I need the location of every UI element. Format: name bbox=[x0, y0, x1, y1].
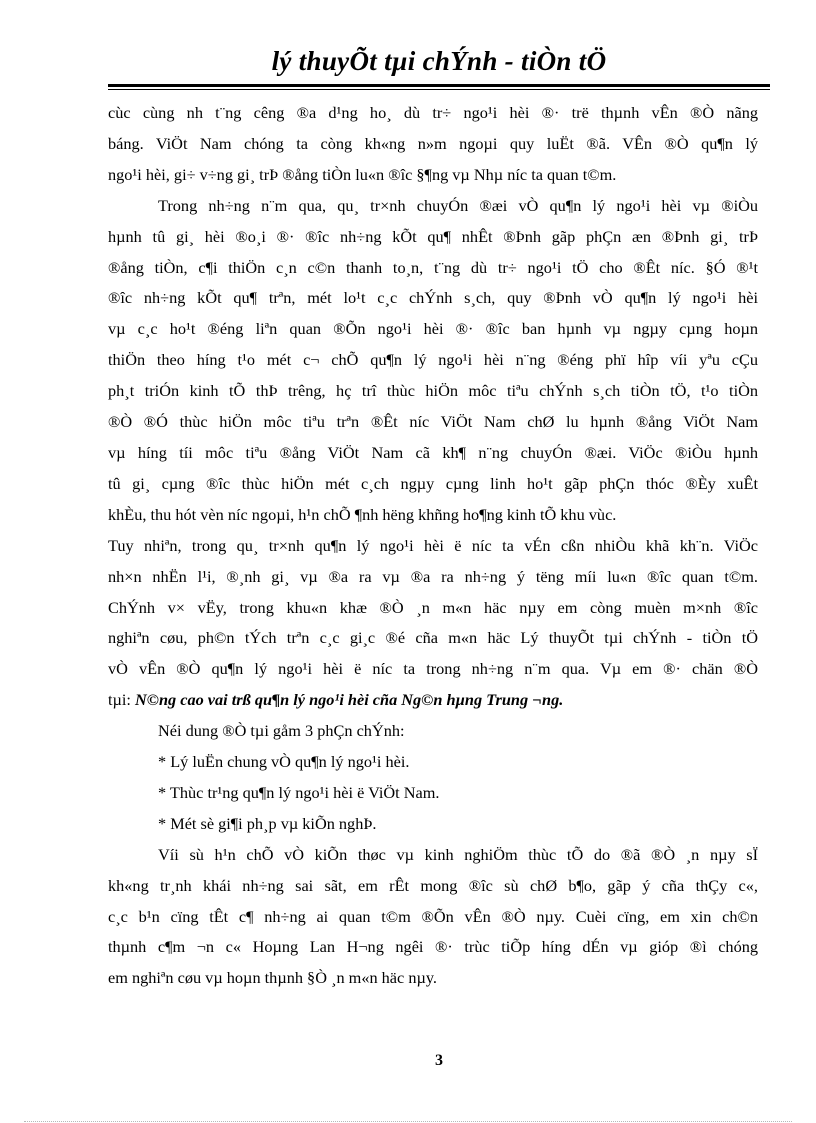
text-line: em nghiªn cøu vµ hoµn thµnh §Ò ¸n m«n häc nµy. bbox=[108, 968, 438, 988]
text-line: hµnh tû gi¸ hèi ®o¸i ®· ®îc nh÷ng kÕt qu¶ nhÊt ®Þnh gãp phÇn æn ®Þnh gi¸ trÞ bbox=[108, 226, 758, 246]
text-line: ®Ò ®Ó thùc hiÖn môc tiªu trªn ®Êt níc ViÖt Nam chØ lu hµnh ®ång ViÖt Nam bbox=[108, 412, 758, 432]
running-header: lý thuyÕt tµi chÝnh - tiÒn tÖ bbox=[271, 46, 607, 76]
text-line: báng. ViÖt Nam chóng ta còng kh«ng n»m ngoµi quy luËt ®ã. VÊn ®Ò qu¶n lý bbox=[108, 133, 758, 153]
topic-title: N©ng cao vai trß qu¶n lý ngo¹i hèi cña Ng©n hµng Trung ¬ng. bbox=[135, 690, 564, 710]
text-line: c¸c b¹n cïng tÊt c¶ nh÷ng ai quan t©m ®Õn vÊn ®Ò nµy. Cuèi cïng, em xin ch©n bbox=[108, 906, 758, 926]
topic-label: tµi: bbox=[108, 690, 136, 710]
text-line: kh«ng tr¸nh khái nh÷ng sai sãt, em rÊt mong ®îc sù chØ b¶o, gãp ý cña thÇy c«, bbox=[108, 875, 758, 895]
text-line: vµ c¸c ho¹t ®éng liªn quan ®Õn ngo¹i hèi ®· ®îc ban hµnh vµ ngµy cµng hoµn bbox=[108, 319, 758, 339]
header-rule-thick bbox=[108, 84, 770, 87]
header-rule-thin bbox=[108, 89, 770, 90]
text-line: thµnh c¶m ¬n c« Hoµng Lan H¬ng ngêi ®· trùc tiÕp híng dÉn vµ gióp ®ì chóng bbox=[108, 937, 758, 957]
text-line: Tuy nhiªn, trong qu¸ tr×nh qu¶n lý ngo¹i hèi ë níc ta vÉn cßn nhiÒu khã kh¨n. ViÖc bbox=[108, 535, 758, 555]
text-line: ngo¹i hèi, gi÷ v÷ng gi¸ trÞ ®ång tiÒn lu«n ®îc §¶ng vµ Nhµ níc ta quan t©m. bbox=[108, 164, 617, 184]
page-number: 3 bbox=[435, 1052, 443, 1069]
part-item: * Thùc tr¹ng qu¶n lý ngo¹i hèi ë ViÖt Nam. bbox=[158, 782, 440, 802]
text-line: nghiªn cøu, ph©n tÝch trªn c¸c gi¸c ®é cña m«n häc Lý thuyÕt tµi chÝnh - tiÒn tÖ bbox=[108, 628, 758, 648]
text-line: cùc cùng nh t¨ng cêng ®a d¹ng ho¸ dù tr÷ ngo¹i hèi ®· trë thµnh vÊn ®Ò nãng bbox=[108, 103, 758, 122]
part-item: * Lý luËn chung vÒ qu¶n lý ngo¹i hèi. bbox=[158, 752, 410, 772]
text-line: ®ång tiÒn, c¶i thiÖn c¸n c©n thanh to¸n, t¨ng dù tr÷ ngo¹i tÖ cho ®Êt níc. §Ó ®¹t bbox=[108, 257, 758, 277]
text-line: nh×n nhËn l¹i, ®¸nh gi¸ vµ ®a ra vµ ®a ra nh÷ng ý tëng míi lu«n ®îc quan t©m. bbox=[108, 566, 758, 586]
document-body bbox=[108, 98, 758, 994]
paragraph-start-line: Víi sù h¹n chÕ vÒ kiÕn thøc vµ kinh nghiÖm thùc tÕ do ®ã ®Ò ¸n nµy sÏ bbox=[158, 844, 758, 864]
text-line: ph¸t triÓn kinh tÕ thÞ trêng, hç trî thùc hiÖn môc tiªu chÝnh s¸ch tiÒn tÖ, t¹o tiÒn bbox=[108, 381, 758, 401]
text-line: khÈu, thu hót vèn níc ngoµi, h¹n chÕ ¶nh hëng khñng ho¶ng kinh tÕ khu vùc. bbox=[108, 504, 617, 524]
text-line: ChÝnh v× vËy, trong khu«n khæ ®Ò ¸n m«n häc nµy em còng muèn m×nh ®îc bbox=[108, 597, 758, 617]
page-bottom-divider bbox=[24, 1121, 792, 1122]
paragraph-start-line: Trong nh÷ng n¨m qua, qu¸ tr×nh chuyÓn ®æi vÒ qu¶n lý ngo¹i hèi vµ ®iÒu bbox=[158, 195, 758, 215]
text-line: tû gi¸ cµng ®îc thùc hiÖn mét c¸ch ngµy cµng linh ho¹t gãp phÇn thóc ®Èy xuÊt bbox=[108, 473, 758, 493]
part-item: * Mét sè gi¶i ph¸p vµ kiÕn nghÞ. bbox=[158, 813, 377, 833]
topic-line bbox=[108, 685, 758, 716]
text-line: vÒ vÊn ®Ò qu¶n lý ngo¹i hèi ë níc ta trong nh÷ng n¨m qua. Vµ em ®· chän ®Ò bbox=[108, 659, 758, 679]
structure-intro: Néi dung ®Ò tµi gåm 3 phÇn chÝnh: bbox=[158, 721, 405, 741]
text-line: thiÖn theo híng t¹o mét c¬ chÕ qu¶n lý ngo¹i hèi n¨ng ®éng phï hîp víi yªu cÇu bbox=[108, 350, 758, 370]
text-line: ®îc nh÷ng kÕt qu¶ trªn, mét lo¹t c¸c chÝnh s¸ch, quy ®Þnh vÒ qu¶n lý ngo¹i hèi bbox=[108, 288, 758, 308]
text-line: vµ híng tíi môc tiªu ®ång ViÖt Nam cã kh¶ n¨ng chuyÓn ®æi. ViÖc ®iÒu hµnh bbox=[108, 442, 758, 462]
